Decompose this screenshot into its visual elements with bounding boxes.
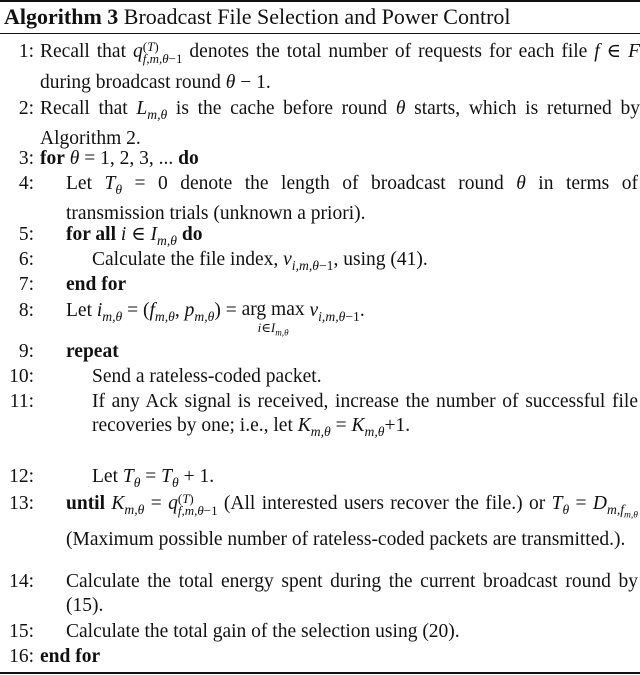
bottom-rule bbox=[0, 672, 640, 674]
step-number: 10: bbox=[9, 366, 34, 387]
algorithm-label: Algorithm 3 bbox=[4, 4, 119, 29]
algorithm-block: Algorithm 3 Broadcast File Selection and Power Control 1: Recall that q (T) f,m,θ $_{-1}$ denotes the total number of requests for each file f ∈ F during broadcast round θ − 1. 2: Recall that $L_{m,\theta}$ is the cache before round θ starts, which is returned by Algorithm 2. 3: for θ = 1, 2, 3, ... do 4: Let $T_\theta = 0$ denote the length of broadcast round θ in terms of transmission trials (unknown a priori). 5: for all i ∈ $I_{m,\theta}$ do 6: Calculate the file index, $\nu_{i,m,\theta-1}$, using (41). 7: end for 8: Let $i_{m,\theta} = (f_{m,\theta}$, $p_{m,\theta}$) = arg max $i\in I_{m,\theta}$ $\nu_{i,m,\theta-1}$. 9: repeat 10: Send a rateless-coded packet. 11: If any Ack signal is received, increase the number of successful file recoveries by one; i.e., let $K_{m,\theta} = K_{m,\theta}+1$. 12: Let $T_\theta = T_\theta + 1$. 13: until $K_{m,\theta} = q$ (T) f,m,θ $_{-1}$ (All interested users recover the file.) or $T_\theta = D_{m,f_{m,\theta}}$ (Maximum possible number of rateless-coded packets are transmitted.). 14: Calculate the total energy spent during the current broadcast round by (15). 15: Calculate the total gain of the selection using (20). 16: end for bbox=[0, 0, 640, 675]
step-number: 9: bbox=[18, 341, 34, 362]
step-number: 12: bbox=[9, 466, 34, 487]
step-number: 11: bbox=[9, 391, 34, 412]
step-number: 15: bbox=[9, 621, 34, 642]
top-rule bbox=[0, 0, 640, 2]
step-number: 6: bbox=[18, 249, 34, 270]
step-number: 2: bbox=[18, 98, 34, 119]
step-number: 5: bbox=[18, 224, 34, 245]
algorithm-title: Broadcast File Selection and Power Control bbox=[123, 4, 511, 29]
step-number: 1: bbox=[18, 41, 34, 62]
step-number: 13: bbox=[9, 493, 34, 514]
step-number: 16: bbox=[9, 646, 34, 667]
step-number: 4: bbox=[18, 173, 34, 194]
step-number: 14: bbox=[9, 571, 34, 592]
step-number: 8: bbox=[18, 300, 34, 321]
step-number: 7: bbox=[18, 274, 34, 295]
header-rule bbox=[0, 33, 640, 34]
algorithm-header bbox=[4, 4, 511, 30]
step-number: 3: bbox=[18, 148, 34, 169]
